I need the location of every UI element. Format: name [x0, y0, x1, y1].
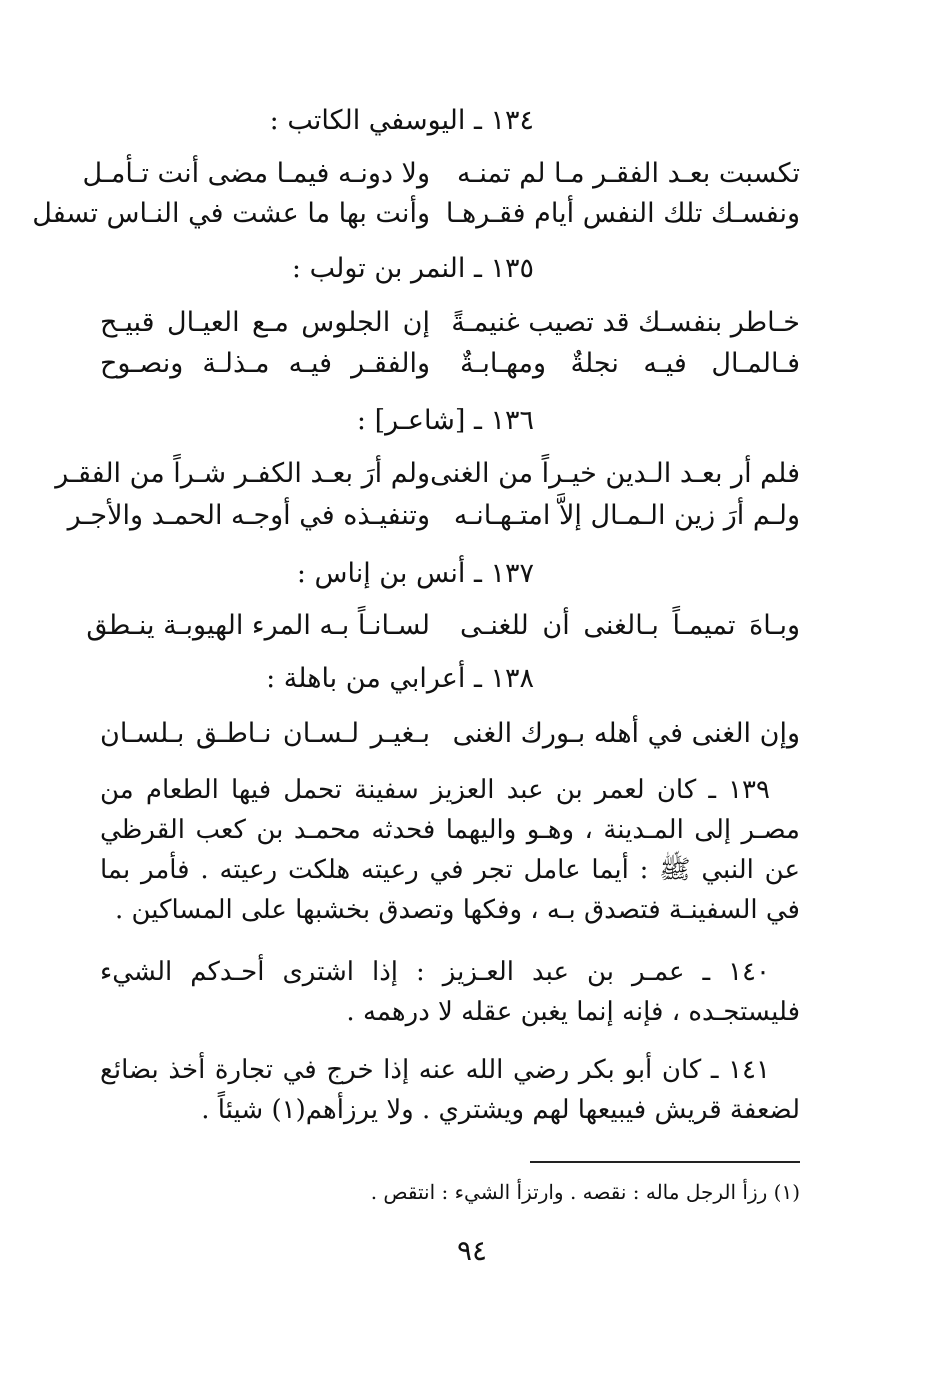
verse-line — [100, 718, 800, 758]
first-hemistich: خـاطر بنفسـك قد تصيب غنيمـةً — [451, 307, 800, 338]
prose-paragraph: ١٤٠ ـ عمـر بن عبد العـزيز : إذا اشترى أحـدكم الشيء فليستجـده ، فإنه إنما يغبن عقله لا درهمه . — [100, 957, 800, 1027]
footnote: (١) رزأ الرجل ماله : نقصه . وارتزأ الشيء : انتقص . — [370, 1180, 800, 1204]
second-hemistich: وتنفيـذه في أوجـه الحمـد والأجـر — [67, 500, 430, 531]
verse-line — [100, 348, 800, 388]
verse-line — [86, 610, 800, 650]
verse-line — [82, 158, 800, 198]
second-hemistich: والفقـر فيـه مـذلـة ونصـوح — [100, 348, 430, 379]
verse-line — [67, 500, 800, 540]
second-hemistich: ولا دونـه فيمـا مضى أنت تـأمـل — [82, 158, 430, 189]
footnote-separator — [530, 1161, 800, 1163]
verse-line — [100, 307, 800, 347]
entry-heading: ١٣٥ ـ النمر بن تولب : — [291, 253, 534, 284]
first-hemistich: ولـم أرَ زين الـمـال إلاَّ امتـهـانـه — [453, 500, 800, 531]
second-hemistich: إن الجلوس مـع العيـال قبيـح — [100, 307, 430, 338]
entry-heading: ١٣٨ ـ أعرابي من باهلة : — [266, 663, 534, 694]
second-hemistich: وأنت بها ما عشت في النـاس تسفل — [32, 198, 430, 229]
second-hemistich: لسـانـاً بـه المرء الهيوبـة ينـطق — [86, 610, 430, 641]
first-hemistich: وإن الغنى في أهله بـورك الغنى — [452, 718, 800, 749]
first-hemistich: تكسبت بعـد الفقـر مـا لم تمنـه — [456, 158, 800, 189]
verse-line — [55, 458, 800, 498]
prose-paragraph: ١٤١ ـ كان أبو بكر رضي الله عنه إذا خرج في تجارة أخذ بضائع لضعفة قريش فيبيعها لهم ويشتري . ولا يرزأهم(١) شيئاً . — [100, 1055, 800, 1125]
second-hemistich: بـغيـر لـسـان نـاطـق بـلسـان — [100, 718, 430, 749]
page-number: ٩٤ — [456, 1234, 488, 1267]
prose-paragraph: ١٣٩ ـ كان لعمر بن عبد العزيز سفينة تحمل فيها الطعام من مصـر إلى المـدينة ، وهـو واليهما فحدثه محمـد بن كعب القرظي عن النبي ﷺ : أيما عامل تجر في رعيته هلكت رعيته . فأمر بما في السفينـة فتصدق بـه ، وفكها وتصدق بخشبها على المساكين . — [100, 775, 800, 925]
entry-heading: ١٣٧ ـ أنس بن إناس : — [296, 558, 534, 589]
entry-heading: ١٣٤ ـ اليوسفي الكاتب : — [269, 105, 534, 136]
first-hemistich: فـالمـال فيـه نجلةٌ ومهـابـةٌ — [460, 348, 800, 379]
verse-line — [32, 198, 800, 238]
first-hemistich: وبـاهَ تميمـاً بـالغنى أن للغنـى — [460, 610, 800, 641]
second-hemistich: ولم أرَ بعـد الكفـر شـراً من الفقـر — [55, 458, 430, 489]
first-hemistich: فلم أر بعـد الـدين خيـراً من الغنى — [430, 458, 800, 489]
first-hemistich: ونفسـك تلك النفس أيام فقـرهـا — [445, 198, 800, 229]
entry-heading: ١٣٦ ـ [شاعـر] : — [356, 405, 534, 436]
